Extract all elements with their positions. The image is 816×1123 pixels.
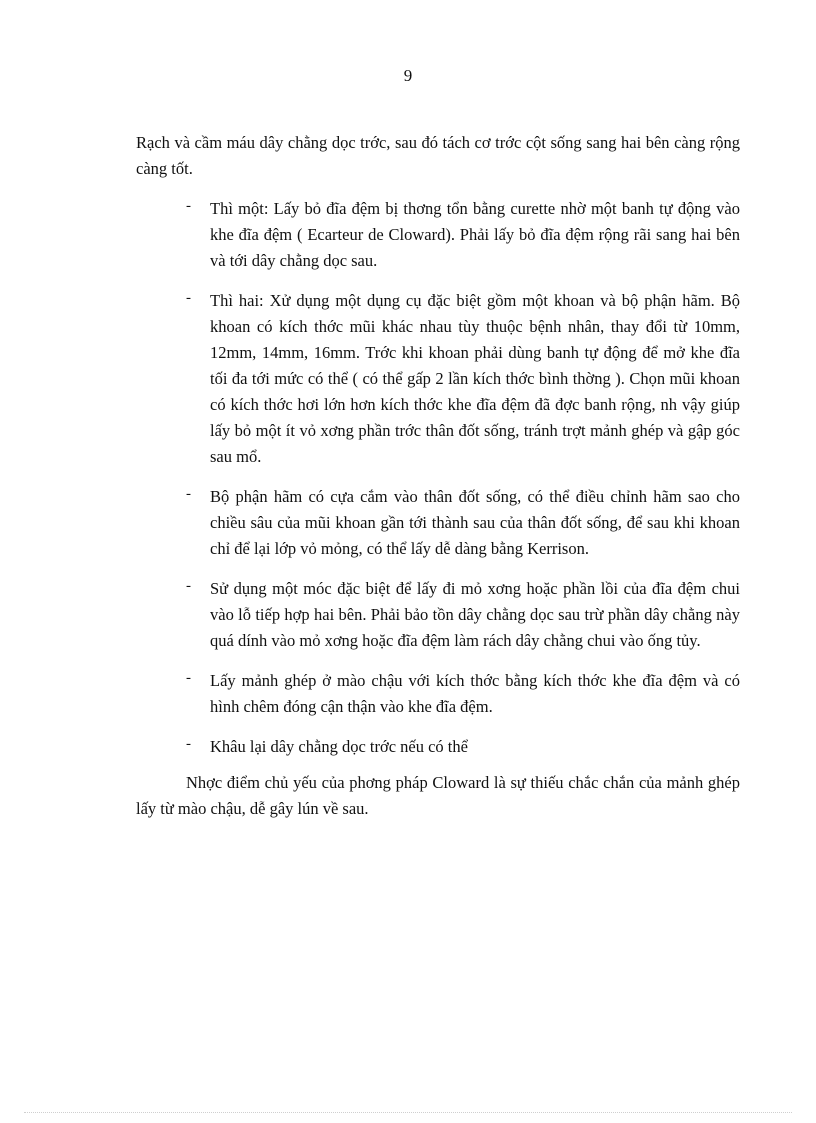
list-item (186, 484, 740, 562)
list-item (186, 288, 740, 470)
closing-paragraph: Nhợc điểm chủ yếu của phơng pháp Cloward là sự thiếu chắc chắn của mảnh ghép lấy từ mào chậu, dễ gây lún về sau. (136, 773, 740, 818)
list-item-text: Sử dụng một móc đặc biệt để lấy đi mỏ xơng hoặc phần lồi của đĩa đệm chui vào lỗ tiếp hợp hai bên. Phải bảo tồn dây chằng dọc sau trừ phần dây chằng này quá dính vào mỏ xơng hoặc đĩa đệm làm rách dây chằng chui vào ống tủy. (210, 579, 740, 650)
bullet-dash: - (186, 670, 191, 686)
list-item-text: Lấy mảnh ghép ở mào chậu với kích thớc bằng kích thớc khe đĩa đệm và có hình chêm đóng cận thận vào khe đĩa đệm. (210, 671, 740, 716)
list-item (186, 196, 740, 274)
intro-paragraph: Rạch và cầm máu dây chằng dọc trớc, sau đó tách cơ trớc cột sống sang hai bên càng rộng càng tốt. (136, 133, 740, 178)
list-item (186, 576, 740, 654)
page-bottom-divider (24, 1112, 792, 1113)
bullet-dash: - (186, 486, 191, 502)
bullet-dash: - (186, 578, 191, 594)
list-item-text: Thì một: Lấy bỏ đĩa đệm bị thơng tổn bằng curette nhờ một banh tự động vào khe đĩa đệm ( Ecarteur de Cloward). Phải lấy bỏ đĩa đệm rộng rãi sang hai bên và tới dây chằng dọc sau. (210, 199, 740, 270)
bullet-dash: - (186, 198, 191, 214)
list-item-text: Thì hai: Xử dụng một dụng cụ đặc biệt gồm một khoan và bộ phận hãm. Bộ khoan có kích thớc mũi khác nhau tùy thuộc bệnh nhân, thay đổi từ 10mm, 12mm, 14mm, 16mm. Trớc khi khoan phải dùng banh tự động để mở khe đĩa tối đa tới mức có thể ( có thể gấp 2 lần kích thớc bình thờng ). Chọn mũi khoan có kích thớc hơi lớn hơn kích thớc khe đĩa đệm đã đợc banh rộng, nh vậy giúp lấy bỏ một ít vỏ xơng phần trớc thân đốt sống, tránh trợt mảnh ghép và gập góc sau mổ. (210, 291, 740, 466)
bullet-dash: - (186, 736, 191, 752)
page-number: 9 (403, 66, 413, 85)
list-item (186, 668, 740, 720)
document-body (136, 130, 740, 822)
list-item (186, 734, 740, 760)
procedure-steps-list (136, 196, 740, 760)
bullet-dash: - (186, 290, 191, 306)
list-item-text: Bộ phận hãm có cựa cắm vào thân đốt sống, có thể điều chỉnh hãm sao cho chiều sâu của mũi khoan gần tới thành sau của thân đốt sống, để sau khi khoan chỉ để lại lớp vỏ mỏng, có thể lấy dễ dàng bằng Kerrison. (210, 487, 740, 558)
list-item-text: Khâu lại dây chằng dọc trớc nếu có thể (210, 737, 468, 756)
